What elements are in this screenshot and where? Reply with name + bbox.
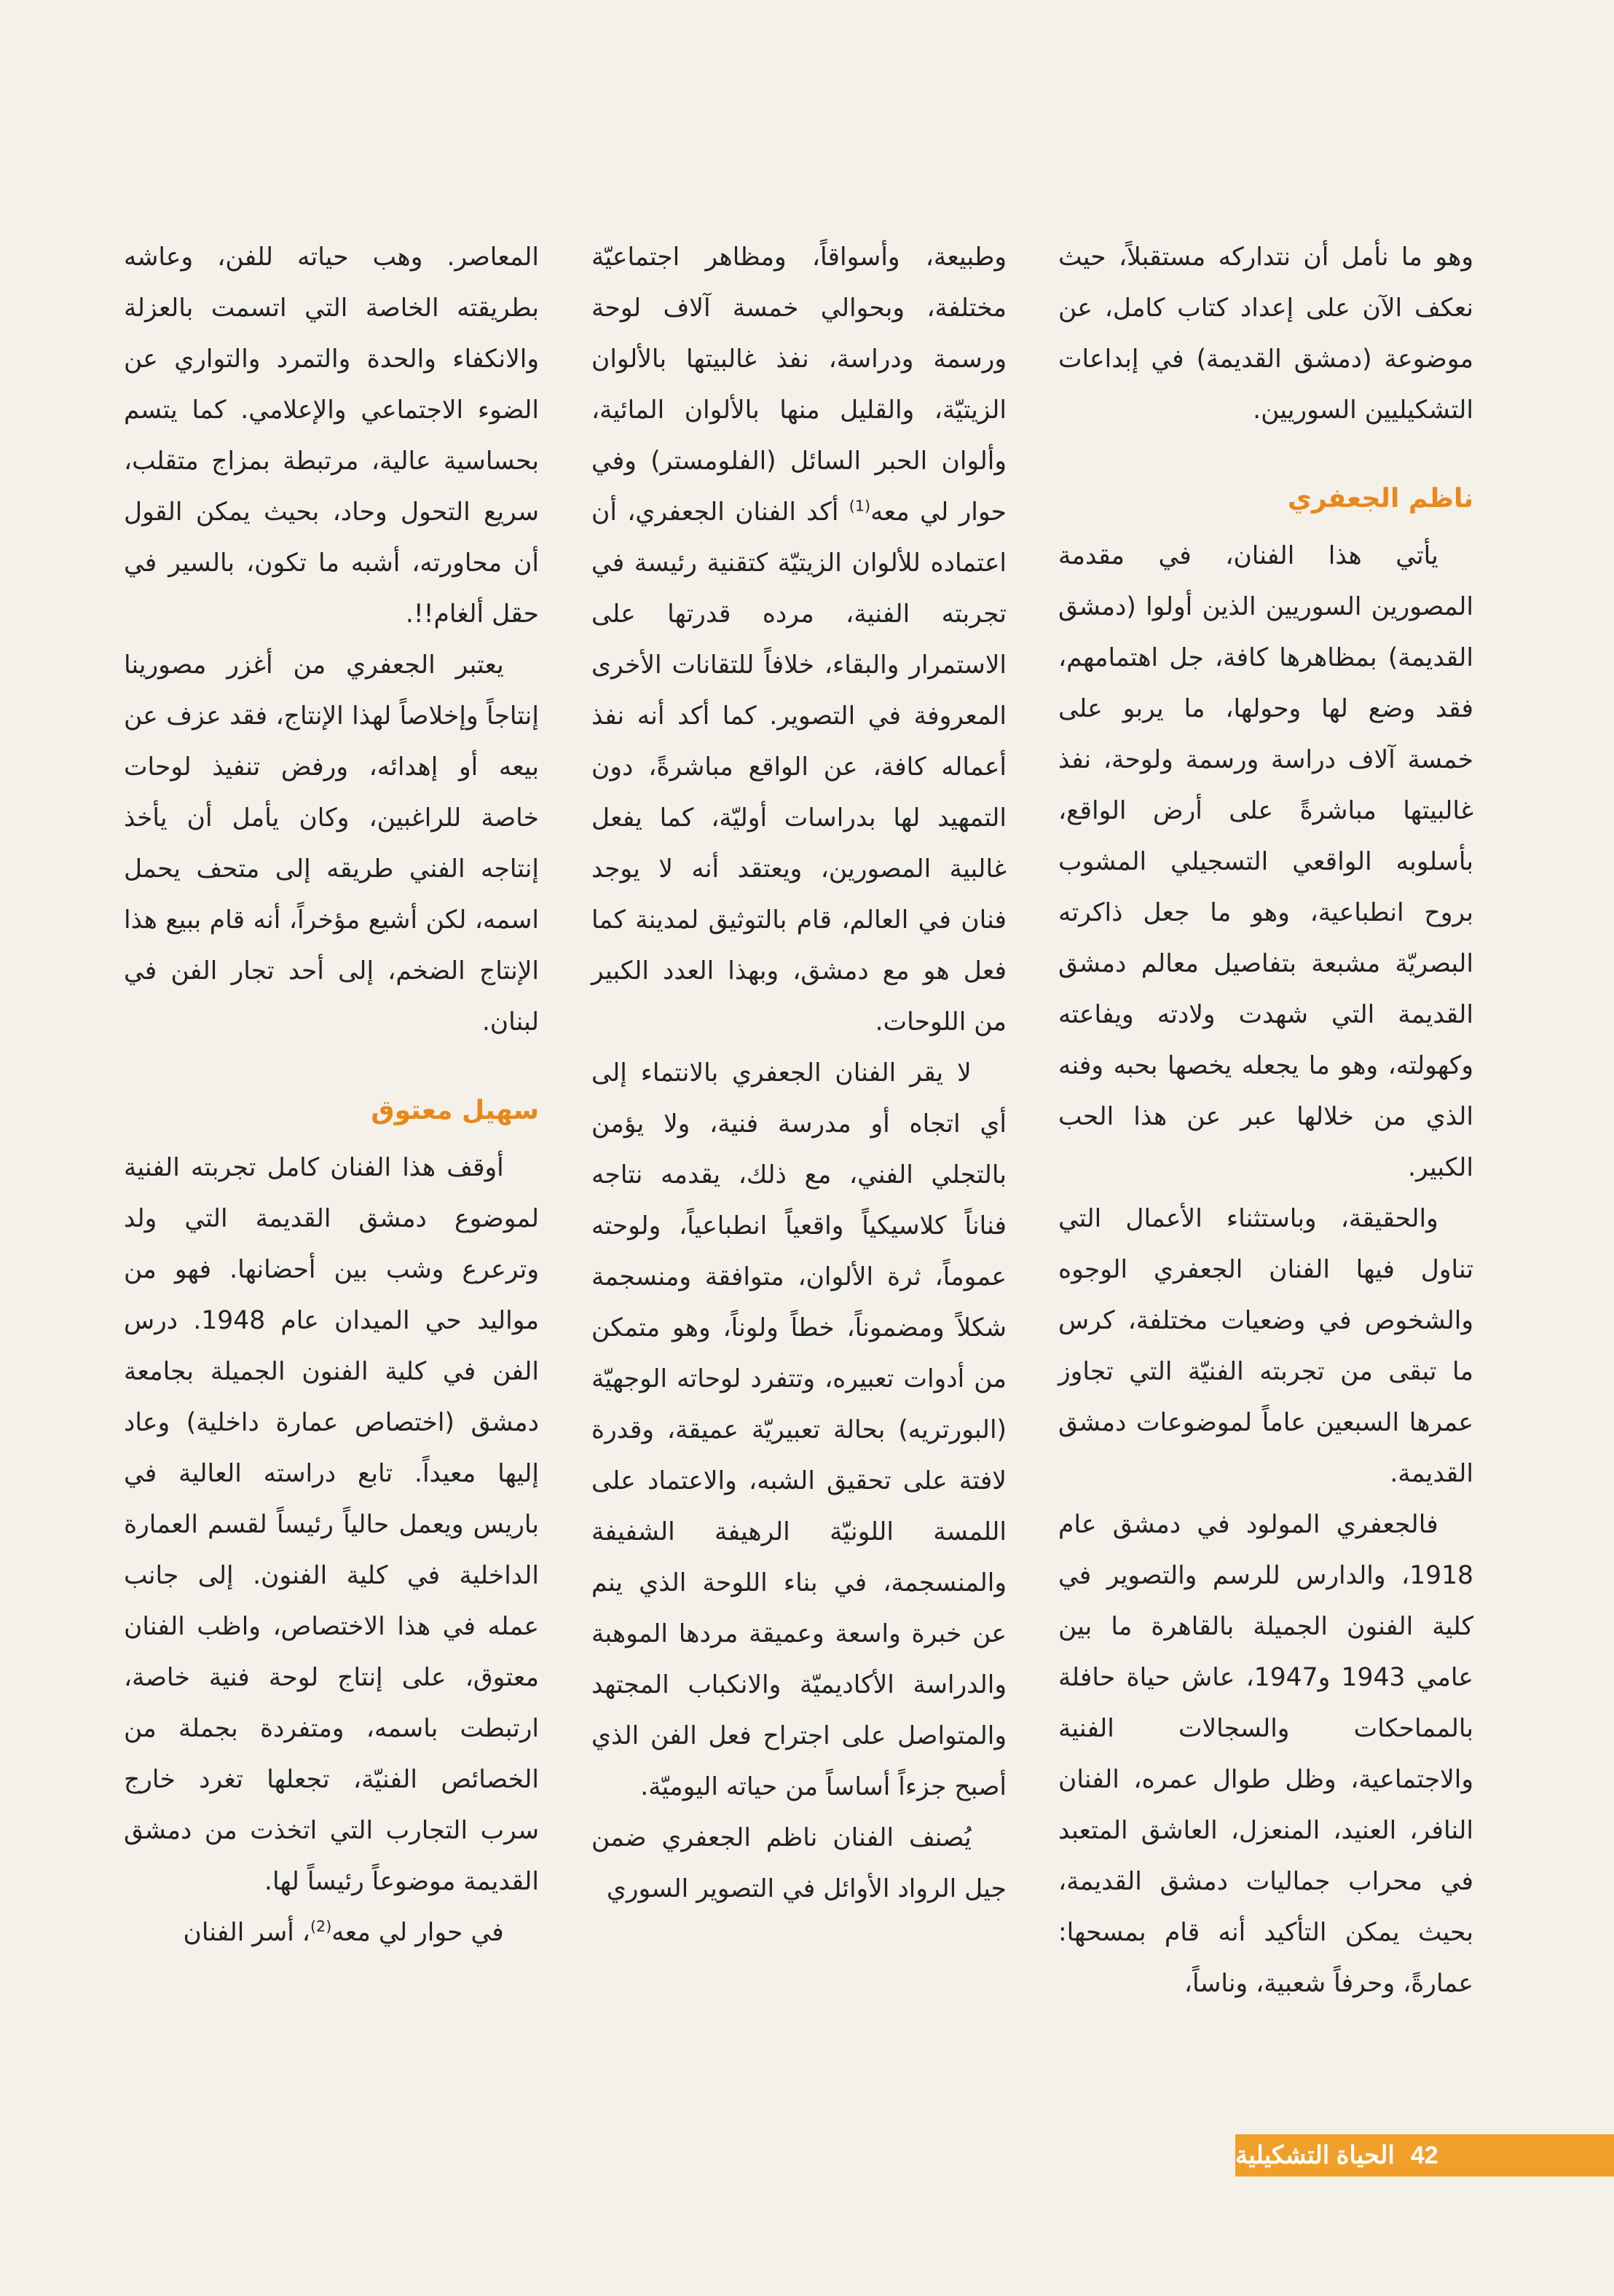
paragraph — [124, 1907, 539, 1958]
paragraph: يأتي هذا الفنان، في مقدمة المصورين السوريين الذين أولوا (دمشق القديمة) بمظاهرها كافة، جل اهتمامهم، فقد وضع لها وحولها، ما يربو على خمسة آلاف دراسة ورسمة ولوحة، نفذ غالبيتها مباشرةً على أرض الواقع، بأسلوبه الواقعي التسجيلي المشوب بروح انطباعية، وهو ما جعل ذاكرته البصريّة مشبعة بتفاصيل معالم دمشق القديمة التي شهدت ولادته ويفاعته وكهولته، وهو ما يجعله يخصها بحبه وفنه الذي من خلالها عبر عن هذا الحب الكبير. — [1058, 541, 1473, 1182]
page-number: 42 — [1410, 2141, 1438, 2169]
footnote-ref: (2) — [310, 1917, 332, 1935]
column-middle — [591, 232, 1007, 1914]
paragraph: وهو ما نأمل أن نتداركه مستقبلاً، حيث نعكف الآن على إعداد كتاب كامل، عن موضوعة (دمشق القديمة) في إبداعات التشكيليين السوريين. — [1058, 243, 1473, 425]
section-heading-jaafari: ناظم الجعفري — [1287, 484, 1473, 514]
paragraph: المعاصر. وهب حياته للفن، وعاشه بطريقته الخاصة التي اتسمت بالعزلة والانكفاء والحدة والتمرد والتواري عن الضوء الاجتماعي والإعلامي. كما يتسم بحساسية عالية، مرتبطة بمزاج متقلب، سريع التحول وحاد، بحيث يمكن القول أن محاورته، أشبه ما تكون، بالسير في حقل ألغام!!. — [124, 243, 539, 629]
paragraph: لا يقر الفنان الجعفري بالانتماء إلى أي اتجاه أو مدرسة فنية، ولا يؤمن بالتجلي الفني، مع ذلك، يقدمه نتاجه فناناً كلاسيكياً واقعياً انطباعياً، ولوحته عموماً، ثرة الألوان، متوافقة ومنسجمة شكلاً ومضموناً، خطاً ولوناً، وهو متمكن من أدوات تعبيره، وتتفرد لوحاته الوجهيّة (البورتريه) بحالة تعبيريّة عميقة، وقدرة لافتة على تحقيق الشبه، والاعتماد على اللمسة اللونيّة الرهيفة الشفيفة والمنسجمة، في بناء اللوحة الذي ينم عن خبرة واسعة وعميقة مردها الموهبة والدراسة الأكاديميّة والانكباب المجتهد والمتواصل على اجتراح فعل الفن الذي أصبح جزءاً أساساً من حياته اليوميّة. — [591, 1058, 1007, 1801]
footer-bar — [1235, 2134, 1614, 2177]
section-heading-maatouk: سهيل معتوق — [371, 1096, 539, 1125]
column-right — [1058, 232, 1473, 2009]
paragraph: أوقف هذا الفنان كامل تجربته الفنية لموضوع دمشق القديمة التي ولد وترعرع وشب بين أحضانها. فهو من مواليد حي الميدان عام 1948. درس الفن في كلية الفنون الجميلة بجامعة دمشق (اختصاص عمارة داخلية) وعاد إليها معيداً. تابع دراسته العالية في باريس ويعمل حالياً رئيساً لقسم العمارة الداخلية في كلية الفنون. إلى جانب عمله في هذا الاختصاص، واظب الفنان معتوق، على إنتاج لوحة فنية خاصة، ارتبطت باسمه، ومتفردة بجملة من الخصائص الفنيّة، تجعلها تغرد خارج سرب التجارب التي اتخذت من دمشق القديمة موضوعاً رئيساً لها. — [124, 1153, 540, 1896]
paragraph-text: ، أسر الفنان — [183, 1918, 310, 1947]
column-left — [124, 232, 539, 1958]
footnote-ref: (1) — [849, 497, 871, 515]
paragraph-text: أكد الفنان الجعفري، أن اعتماده للألوان الزيتيّة كتقنية رئيسة في تجربته الفنية، مرده قدرتها على الاستمرار والبقاء، خلافاً للتقانات الأخرى المعروفة في التصوير. كما أكد أنه نفذ أعماله كافة، عن الواقع مباشرةً، دون التمهيد لها بدراسات أوليّة، كما يفعل غالبية المصورين، ويعتقد أنه لا يوجد فنان في العالم، قام بالتوثيق لمدينة كما فعل هو مع دمشق، وبهذا العدد الكبير من اللوحات. — [591, 498, 1007, 1037]
paragraph: يعتبر الجعفري من أغزر مصورينا إنتاجاً وإخلاصاً لهذا الإنتاج، فقد عزف عن بيعه أو إهدائه، ورفض تنفيذ لوحات خاصة للراغبين، وكان يأمل أن يأخذ إنتاجه الفني طريقه إلى متحف يحمل اسمه، لكن أشيع مؤخراً، أنه قام ببيع هذا الإنتاج الضخم، إلى أحد تجار الفن في لبنان. — [124, 650, 539, 1037]
paragraph: والحقيقة، وباستثناء الأعمال التي تناول فيها الفنان الجعفري الوجوه والشخوص في وضعيات مختلفة، كرس ما تبقى من تجربته الفنيّة التي تجاوز عمرها السبعين عاماً لموضوعات دمشق القديمة. — [1058, 1204, 1473, 1488]
paragraph-text: وطبيعة، وأسواقاً، ومظاهر اجتماعيّة مختلفة، وبحوالي خمسة آلاف لوحة ورسمة ودراسة، نفذ غالبيتها بالألوان الزيتيّة، والقليل منها بالألوان المائية، وألوان الحبر السائل (الفلومستر) وفي حوار لي معه — [591, 243, 1007, 527]
magazine-title: الحياة التشكيلية — [1235, 2142, 1395, 2169]
paragraph: فالجعفري المولود في دمشق عام 1918، والدارس للرسم والتصوير في كلية الفنون الجميلة بالقاهرة ما بين عامي 1943 و1947، عاش حياة حافلة بالمماحكات والسجالات الفنية والاجتماعية، وظل طوال عمره، الفنان النافر، العنيد، المنعزل، العاشق المتعبد في محراب جماليات دمشق القديمة، بحيث يمكن التأكيد أنه قام بمسحها: عمارةً، وحرفاً شعبية، وناساً، — [1058, 1510, 1473, 1998]
paragraph-text: في حوار لي معه — [331, 1918, 504, 1947]
paragraph: يُصنف الفنان ناظم الجعفري ضمن جيل الرواد الأوائل في التصوير السوري — [591, 1823, 1007, 1903]
paragraph — [591, 232, 1007, 1047]
